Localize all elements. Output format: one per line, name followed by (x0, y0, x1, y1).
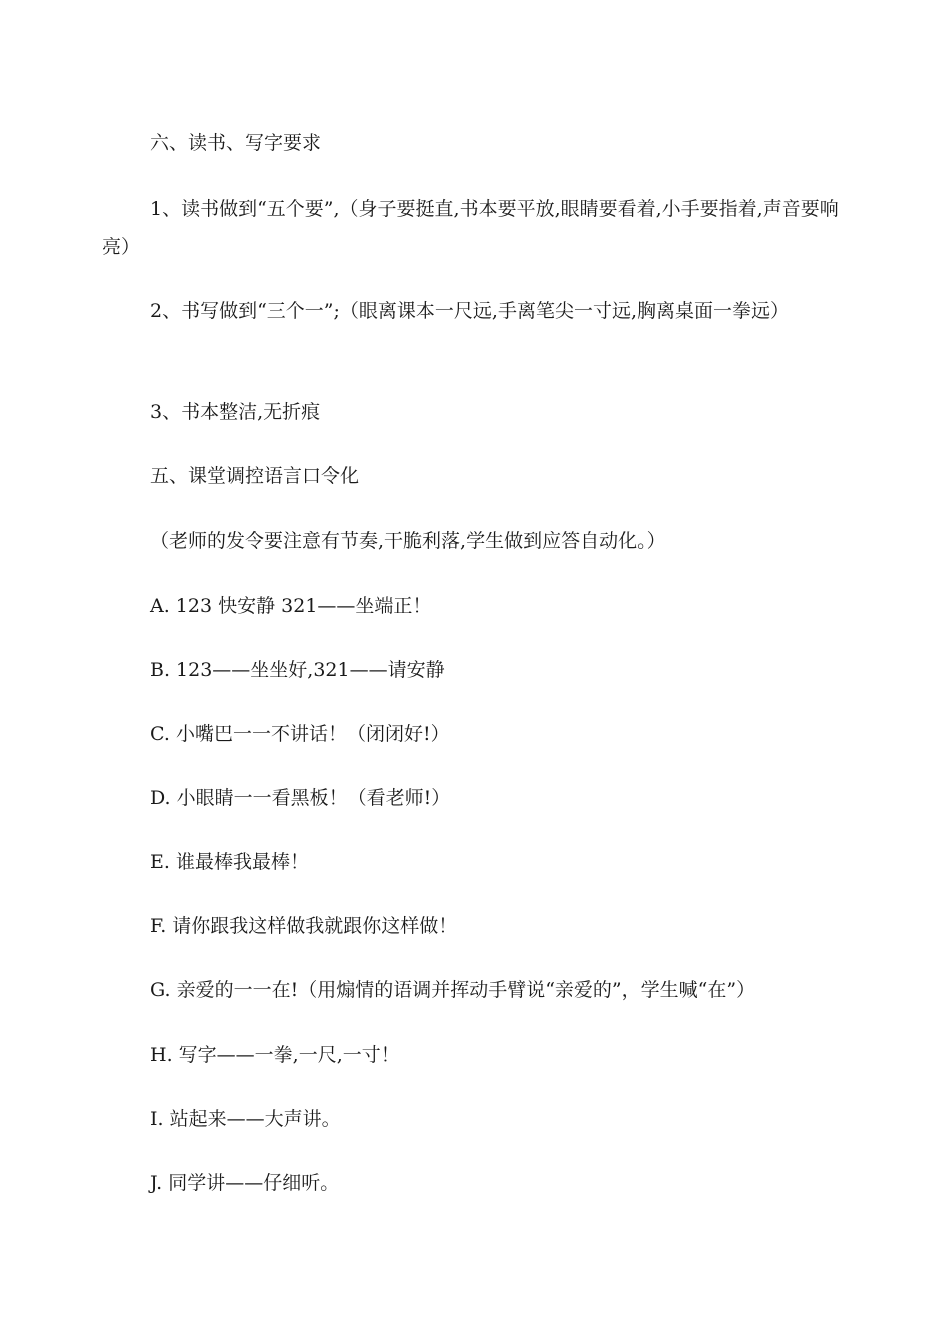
list-item-a: A. 123 快安静 321——坐端正！ (150, 595, 432, 617)
paragraph-command-note: （老师的发令要注意有节奏,干脆利落,学生做到应答自动化。） (150, 530, 666, 552)
list-item-d: D. 小眼睛一一看黑板！（看老师!） (150, 787, 451, 809)
paragraph-reading-rule: 1、读书做到“五个要”,（身子要挺直,书本要平放,眼睛要看着,小手要指着,声音要响亮） (102, 198, 839, 258)
list-item-b: B. 123——坐坐好,321——请安静 (150, 659, 445, 681)
list-item-e: E. 谁最棒我最棒！ (150, 851, 309, 873)
list-item-i: I. 站起来——大声讲。 (150, 1108, 341, 1130)
list-item-h: H. 写字——一拳,一尺,一寸！ (150, 1044, 400, 1066)
list-item-f: F. 请你跟我这样做我就跟你这样做！ (150, 915, 458, 937)
list-item-g: G. 亲爱的一一在!（用煽情的语调并挥动手臂说“亲爱的”，学生喊“在”） (150, 979, 756, 1001)
section-heading-reading-writing: 六、读书、写字要求 (150, 132, 322, 154)
list-item-c: C. 小嘴巴一一不讲话！（闭闭好!） (150, 723, 450, 745)
list-item-j: J. 同学讲——仔细听。 (150, 1172, 340, 1194)
section-heading-classroom-commands: 五、课堂调控语言口令化 (150, 465, 360, 487)
paragraph-book-clean: 3、书本整洁,无折痕 (150, 401, 321, 423)
paragraph-writing-rule: 2、书写做到“三个一”;（眼离课本一尺远,手离笔尖一寸远,胸离桌面一拳远） (150, 300, 789, 322)
